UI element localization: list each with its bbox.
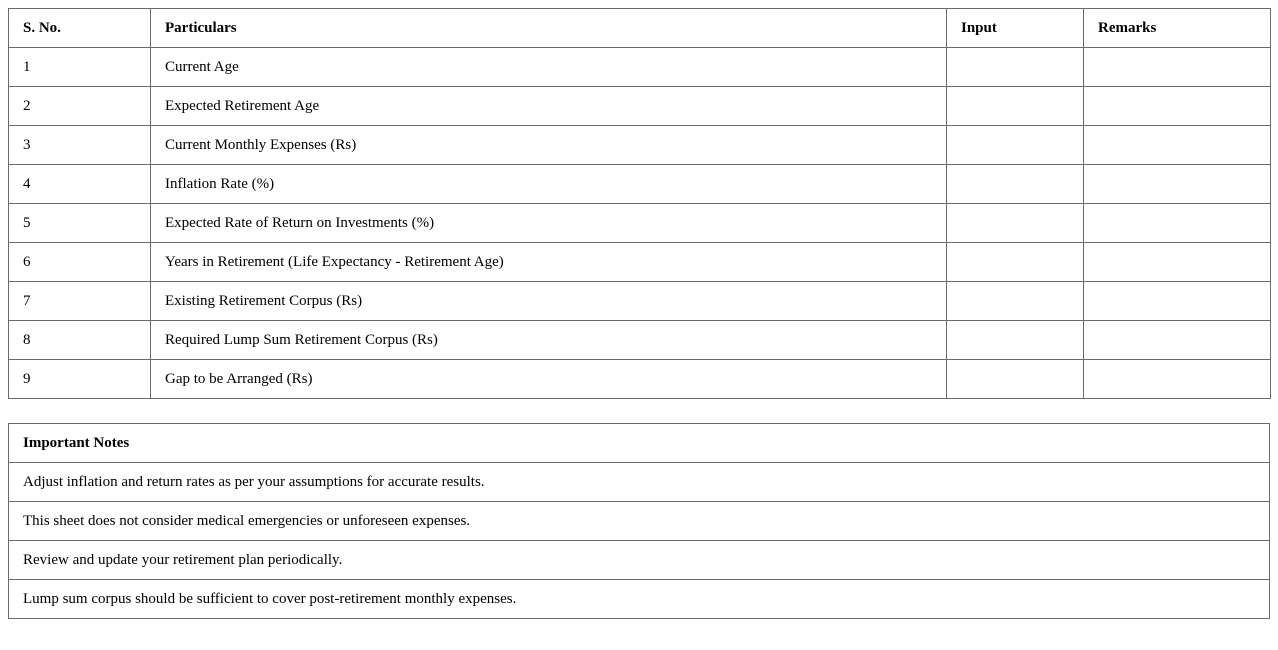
notes-header-row [9,424,1270,463]
row-sno: 5 [9,204,151,243]
note-item: Review and update your retirement plan periodically. [9,541,1270,580]
notes-title: Important Notes [9,424,1270,463]
note-item: Adjust inflation and return rates as per your assumptions for accurate results. [9,463,1270,502]
row-input-cell[interactable] [947,204,1084,243]
note-item: Lump sum corpus should be sufficient to cover post-retirement monthly expenses. [9,580,1270,619]
row-sno: 4 [9,165,151,204]
table-header-row [9,9,1271,48]
row-remarks-cell[interactable] [1084,282,1271,321]
note-row [9,541,1270,580]
row-sno: 1 [9,48,151,87]
document-body [8,8,1270,619]
table-row [9,282,1271,321]
note-row [9,463,1270,502]
header-particulars: Particulars [151,9,947,48]
row-particular: Current Age [151,48,947,87]
table-row [9,87,1271,126]
row-input-cell[interactable] [947,360,1084,399]
row-sno: 3 [9,126,151,165]
row-remarks-cell[interactable] [1084,243,1271,282]
row-particular: Expected Rate of Return on Investments (%) [151,204,947,243]
row-remarks-cell[interactable] [1084,48,1271,87]
row-particular: Gap to be Arranged (Rs) [151,360,947,399]
row-sno: 6 [9,243,151,282]
row-sno: 9 [9,360,151,399]
table-row [9,243,1271,282]
row-sno: 7 [9,282,151,321]
row-particular: Inflation Rate (%) [151,165,947,204]
row-remarks-cell[interactable] [1084,126,1271,165]
row-input-cell[interactable] [947,243,1084,282]
header-sno: S. No. [9,9,151,48]
row-sno: 8 [9,321,151,360]
row-input-cell[interactable] [947,87,1084,126]
note-row [9,580,1270,619]
row-particular: Expected Retirement Age [151,87,947,126]
row-input-cell[interactable] [947,48,1084,87]
retirement-planning-table [8,8,1271,399]
row-sno: 2 [9,87,151,126]
table-row [9,48,1271,87]
row-particular: Required Lump Sum Retirement Corpus (Rs) [151,321,947,360]
note-row [9,502,1270,541]
table-row [9,126,1271,165]
table-row [9,165,1271,204]
row-remarks-cell[interactable] [1084,165,1271,204]
table-row [9,321,1271,360]
row-particular: Current Monthly Expenses (Rs) [151,126,947,165]
row-remarks-cell[interactable] [1084,360,1271,399]
important-notes-table [8,423,1270,619]
row-particular: Years in Retirement (Life Expectancy - Retirement Age) [151,243,947,282]
row-input-cell[interactable] [947,282,1084,321]
row-remarks-cell[interactable] [1084,204,1271,243]
row-input-cell[interactable] [947,321,1084,360]
row-remarks-cell[interactable] [1084,87,1271,126]
table-row [9,204,1271,243]
header-remarks: Remarks [1084,9,1271,48]
table-row [9,360,1271,399]
row-particular: Existing Retirement Corpus (Rs) [151,282,947,321]
row-remarks-cell[interactable] [1084,321,1271,360]
row-input-cell[interactable] [947,165,1084,204]
row-input-cell[interactable] [947,126,1084,165]
note-item: This sheet does not consider medical emergencies or unforeseen expenses. [9,502,1270,541]
header-input: Input [947,9,1084,48]
